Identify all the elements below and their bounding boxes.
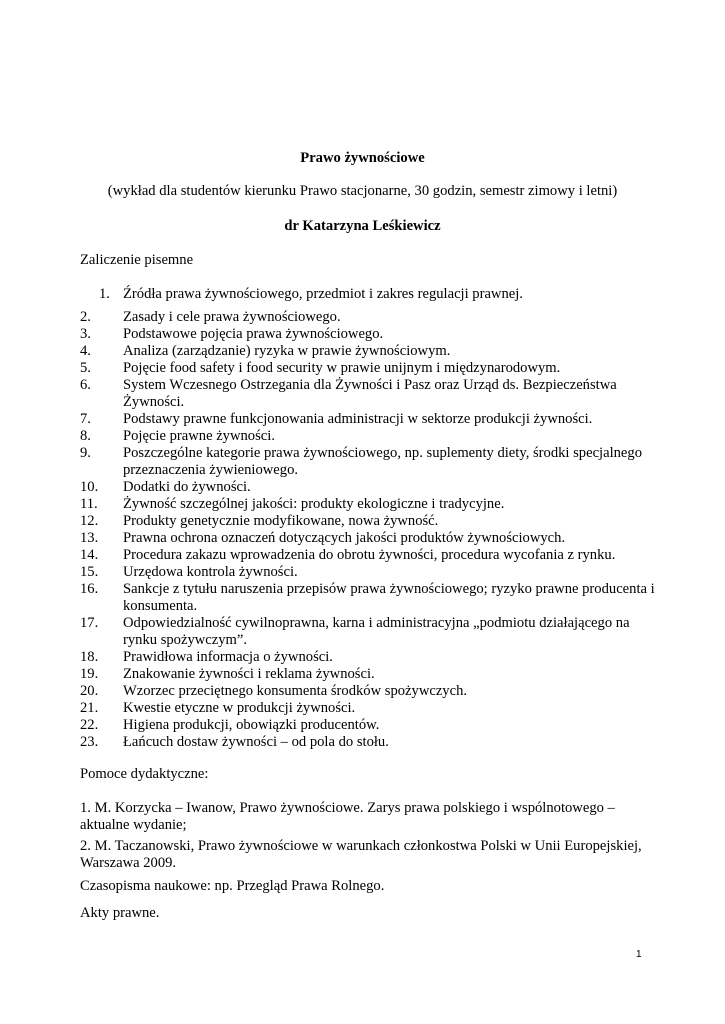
topic-text: Odpowiedzialność cywilnoprawna, karna i administracyjna „podmiotu działającego na rynku spożywczym”. [123,615,630,648]
resource-item: 1. M. Korzycka – Iwanow, Prawo żywnościowe. Zarys prawa polskiego i wspólnotowego – aktualne wydanie; [80,800,615,833]
topic-number: 16. [80,581,99,597]
assessment-heading: Zaliczenie pisemne [80,252,194,268]
topic-text: System Wczesnego Ostrzegania dla Żywności i Pasz oraz Urząd ds. Bezpieczeństwa Żywności. [123,377,617,410]
topic-item [0,513,725,530]
topic-number: 11. [80,496,98,512]
topic-item [0,530,725,547]
topic-text: Procedura zakazu wprowadzenia do obrotu żywności, procedura wycofania z rynku. [123,547,616,563]
topic-item [0,649,725,666]
topic-item [0,734,725,751]
topic-number: 5. [80,360,91,376]
resources-heading: Pomoce dydaktyczne: [80,766,209,782]
topic-text: Urzędowa kontrola żywności. [123,564,298,580]
topic-item [0,360,725,377]
topic-text: Sankcje z tytułu naruszenia przepisów prawa żywnościowego; ryzyko prawne producenta i konsumenta. [123,581,655,614]
topic-number: 12. [80,513,99,529]
topic-text: Prawidłowa informacja o żywności. [123,649,333,665]
topic-item [0,343,725,360]
topic-text: Żywność szczególnej jakości: produkty ekologiczne i tradycyjne. [123,496,505,512]
topic-item [0,615,725,649]
legal-acts-note: Akty prawne. [80,905,160,921]
topic-item [0,445,725,479]
topic-text: Znakowanie żywności i reklama żywności. [123,666,375,682]
topic-text: Produkty genetycznie modyfikowane, nowa żywność. [123,513,439,529]
topic-number: 1. [99,286,110,302]
topic-number: 22. [80,717,99,733]
topic-number: 15. [80,564,99,580]
document-subtitle: (wykład dla studentów kierunku Prawo stacjonarne, 30 godzin, semestr zimowy i letni) [107,183,618,199]
topic-text: Pojęcie prawne żywności. [123,428,275,444]
topic-item [0,309,725,326]
topic-number: 21. [80,700,99,716]
topic-text: Dodatki do żywności. [123,479,251,495]
topic-item [0,717,725,734]
topic-number: 3. [80,326,91,342]
topic-text: Wzorzec przeciętnego konsumenta środków spożywczych. [123,683,468,699]
topic-text: Analiza (zarządzanie) ryzyka w prawie żywnościowym. [123,343,451,359]
topic-item [0,326,725,343]
topic-number: 19. [80,666,99,682]
topic-item [0,428,725,445]
topic-text: Higiena produkcji, obowiązki producentów. [123,717,380,733]
topic-number: 14. [80,547,99,563]
topic-item [0,479,725,496]
topic-item [0,564,725,581]
document-title: Prawo żywnościowe [300,150,425,166]
topic-text: Źródła prawa żywnościowego, przedmiot i zakres regulacji prawnej. [123,286,523,302]
author-name: dr Katarzyna Leśkiewicz [284,218,441,234]
topic-item [0,286,725,303]
topic-item [0,666,725,683]
topic-number: 7. [80,411,91,427]
topic-item [0,581,725,615]
topic-number: 18. [80,649,99,665]
topic-text: Podstawy prawne funkcjonowania administracji w sektorze produkcji żywności. [123,411,593,427]
topic-number: 17. [80,615,99,631]
topic-text: Zasady i cele prawa żywnościowego. [123,309,341,325]
topics-list [0,286,725,751]
topic-item [0,547,725,564]
topic-text: Prawna ochrona oznaczeń dotyczących jakości produktów żywnościowych. [123,530,566,546]
journals-note: Czasopisma naukowe: np. Przegląd Prawa Rolnego. [80,878,385,894]
topic-item [0,496,725,513]
topic-item [0,411,725,428]
topic-text: Podstawowe pojęcia prawa żywnościowego. [123,326,384,342]
topic-text: Poszczególne kategorie prawa żywnościowego, np. suplementy diety, środki specjalnego przeznaczenia żywieniowego. [123,445,643,478]
topic-number: 13. [80,530,99,546]
topic-number: 10. [80,479,99,495]
topic-item [0,377,725,411]
topic-number: 2. [80,309,91,325]
resource-item: 2. M. Taczanowski, Prawo żywnościowe w warunkach członkostwa Polski w Unii Europejskiej, Warszawa 2009. [80,838,642,871]
topic-item [0,683,725,700]
topic-number: 6. [80,377,91,393]
topic-number: 20. [80,683,99,699]
topic-item [0,700,725,717]
topic-number: 4. [80,343,91,359]
topic-text: Łańcuch dostaw żywności – od pola do stołu. [123,734,389,750]
topic-number: 23. [80,734,99,750]
topic-text: Pojęcie food safety i food security w prawie unijnym i międzynarodowym. [123,360,561,376]
topic-text: Kwestie etyczne w produkcji żywności. [123,700,356,716]
topic-number: 8. [80,428,91,444]
topic-number: 9. [80,445,91,461]
page-number: 1 [636,949,642,960]
